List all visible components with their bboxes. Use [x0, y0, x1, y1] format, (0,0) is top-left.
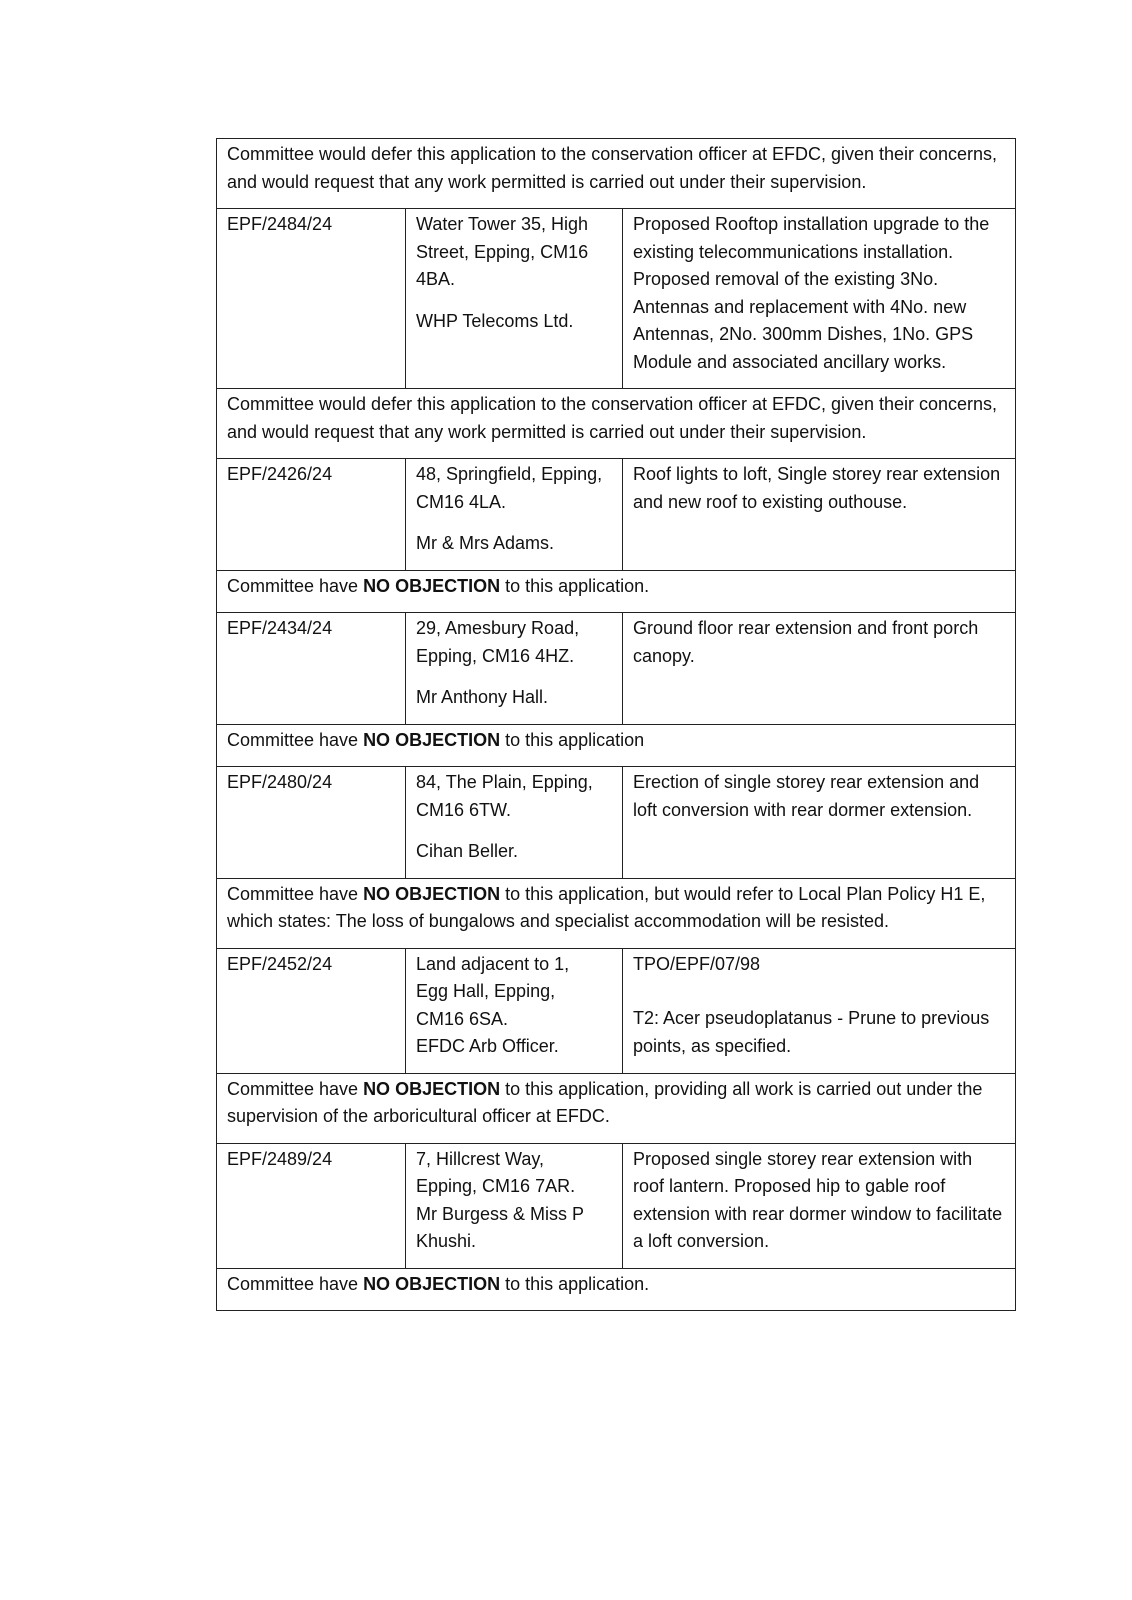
application-reference: EPF/2484/24	[217, 209, 406, 389]
address-line: 84, The Plain, Epping, CM16 6TW.	[416, 772, 593, 820]
description-text: Roof lights to loft, Single storey rear extension and new roof to existing outhouse.	[633, 464, 1001, 512]
application-description	[623, 459, 1016, 571]
applicant-name: Mr & Mrs Adams.	[416, 533, 555, 553]
comment-prefix: Committee have	[227, 1078, 364, 1099]
application-description	[623, 613, 1016, 725]
comment-row	[217, 1073, 1016, 1143]
address-line: CM16 6SA.	[416, 1008, 509, 1029]
description-text: Proposed single storey rear extension with roof lantern. Proposed hip to gable roof extension with rear dormer window to facilitate a loft conversion.	[633, 1148, 1003, 1251]
comment-prefix: Committee have	[227, 1273, 364, 1294]
application-reference: EPF/2434/24	[217, 613, 406, 725]
description-text: Ground floor rear extension and front porch canopy.	[633, 618, 979, 666]
applicant-name: EFDC Arb Officer.	[416, 1036, 559, 1056]
application-row	[217, 1143, 1016, 1268]
committee-comment	[217, 1268, 1016, 1311]
applicant-name: Cihan Beller.	[416, 841, 519, 861]
applicant-name: WHP Telecoms Ltd.	[416, 310, 574, 331]
application-reference: EPF/2480/24	[217, 767, 406, 879]
application-description	[623, 1143, 1016, 1268]
application-reference: EPF/2489/24	[217, 1143, 406, 1268]
application-address	[406, 767, 623, 879]
tpo-reference: TPO/EPF/07/98	[633, 953, 761, 974]
address-line: 7, Hillcrest Way,	[416, 1148, 545, 1169]
comment-prefix: Committee have	[227, 729, 364, 750]
comment-decision: NO OBJECTION	[363, 1078, 501, 1099]
application-row	[217, 767, 1016, 879]
description-text: Proposed Rooftop installation upgrade to the existing telecommunications installation. Proposed removal of the existing 3No. Antennas and replacement with 4No. new Antennas, 2No. 300mm Dishes, 1No. GPS Module and associated ancillary works.	[633, 214, 990, 372]
application-address	[406, 459, 623, 571]
planning-applications-table	[216, 138, 1016, 1311]
application-row	[217, 459, 1016, 571]
comment-row	[217, 139, 1016, 209]
application-address	[406, 948, 623, 1073]
application-address	[406, 1143, 623, 1268]
comment-suffix: to this application, providing all work is carried out under the supervision of the arboricultural officer at EFDC.	[227, 1078, 983, 1126]
applicant-name: Mr Burgess & Miss P Khushi.	[416, 1203, 584, 1251]
comment-suffix: to this application	[500, 729, 645, 750]
comment-decision: NO OBJECTION	[363, 1273, 501, 1294]
comment-suffix: to this application, but would refer to Local Plan Policy H1 E, which states: The loss of bungalows and specialist accommodation will be resisted.	[227, 883, 986, 931]
committee-comment: Committee would defer this application to the conservation officer at EFDC, given their concerns, and would request that any work permitted is carried out under their supervision.	[217, 139, 1016, 209]
comment-row	[217, 570, 1016, 613]
description-text: Erection of single storey rear extension and loft conversion with rear dormer extension.	[633, 772, 980, 820]
comment-row	[217, 1268, 1016, 1311]
application-row	[217, 613, 1016, 725]
application-description	[623, 948, 1016, 1073]
application-reference: EPF/2452/24	[217, 948, 406, 1073]
comment-row	[217, 724, 1016, 767]
address-line: Land adjacent to 1,	[416, 953, 570, 974]
comment-suffix: to this application.	[500, 1273, 650, 1294]
comment-decision: NO OBJECTION	[363, 883, 501, 904]
comment-prefix: Committee have	[227, 575, 364, 596]
application-reference: EPF/2426/24	[217, 459, 406, 571]
application-row	[217, 209, 1016, 389]
applicant-name: Mr Anthony Hall.	[416, 687, 549, 707]
comment-row	[217, 389, 1016, 459]
application-description	[623, 209, 1016, 389]
address-line: Epping, CM16 7AR.	[416, 1176, 576, 1196]
address-line: Water Tower 35, High Street, Epping, CM16 4BA.	[416, 214, 589, 289]
comment-prefix: Committee have	[227, 883, 364, 904]
application-address	[406, 613, 623, 725]
committee-comment: Committee would defer this application to the conservation officer at EFDC, given their concerns, and would request that any work permitted is carried out under their supervision.	[217, 389, 1016, 459]
application-row	[217, 948, 1016, 1073]
address-line: 48, Springfield, Epping, CM16 4LA.	[416, 464, 603, 512]
committee-comment	[217, 878, 1016, 948]
application-description	[623, 767, 1016, 879]
committee-comment	[217, 724, 1016, 767]
address-line: 29, Amesbury Road, Epping, CM16 4HZ.	[416, 618, 580, 666]
application-address	[406, 209, 623, 389]
committee-comment	[217, 570, 1016, 613]
comment-row	[217, 878, 1016, 948]
address-line: Egg Hall, Epping,	[416, 981, 556, 1001]
comment-decision: NO OBJECTION	[363, 575, 501, 596]
comment-suffix: to this application.	[500, 575, 650, 596]
comment-decision: NO OBJECTION	[363, 729, 501, 750]
committee-comment	[217, 1073, 1016, 1143]
description-text: T2: Acer pseudoplatanus - Prune to previous points, as specified.	[633, 1008, 990, 1056]
